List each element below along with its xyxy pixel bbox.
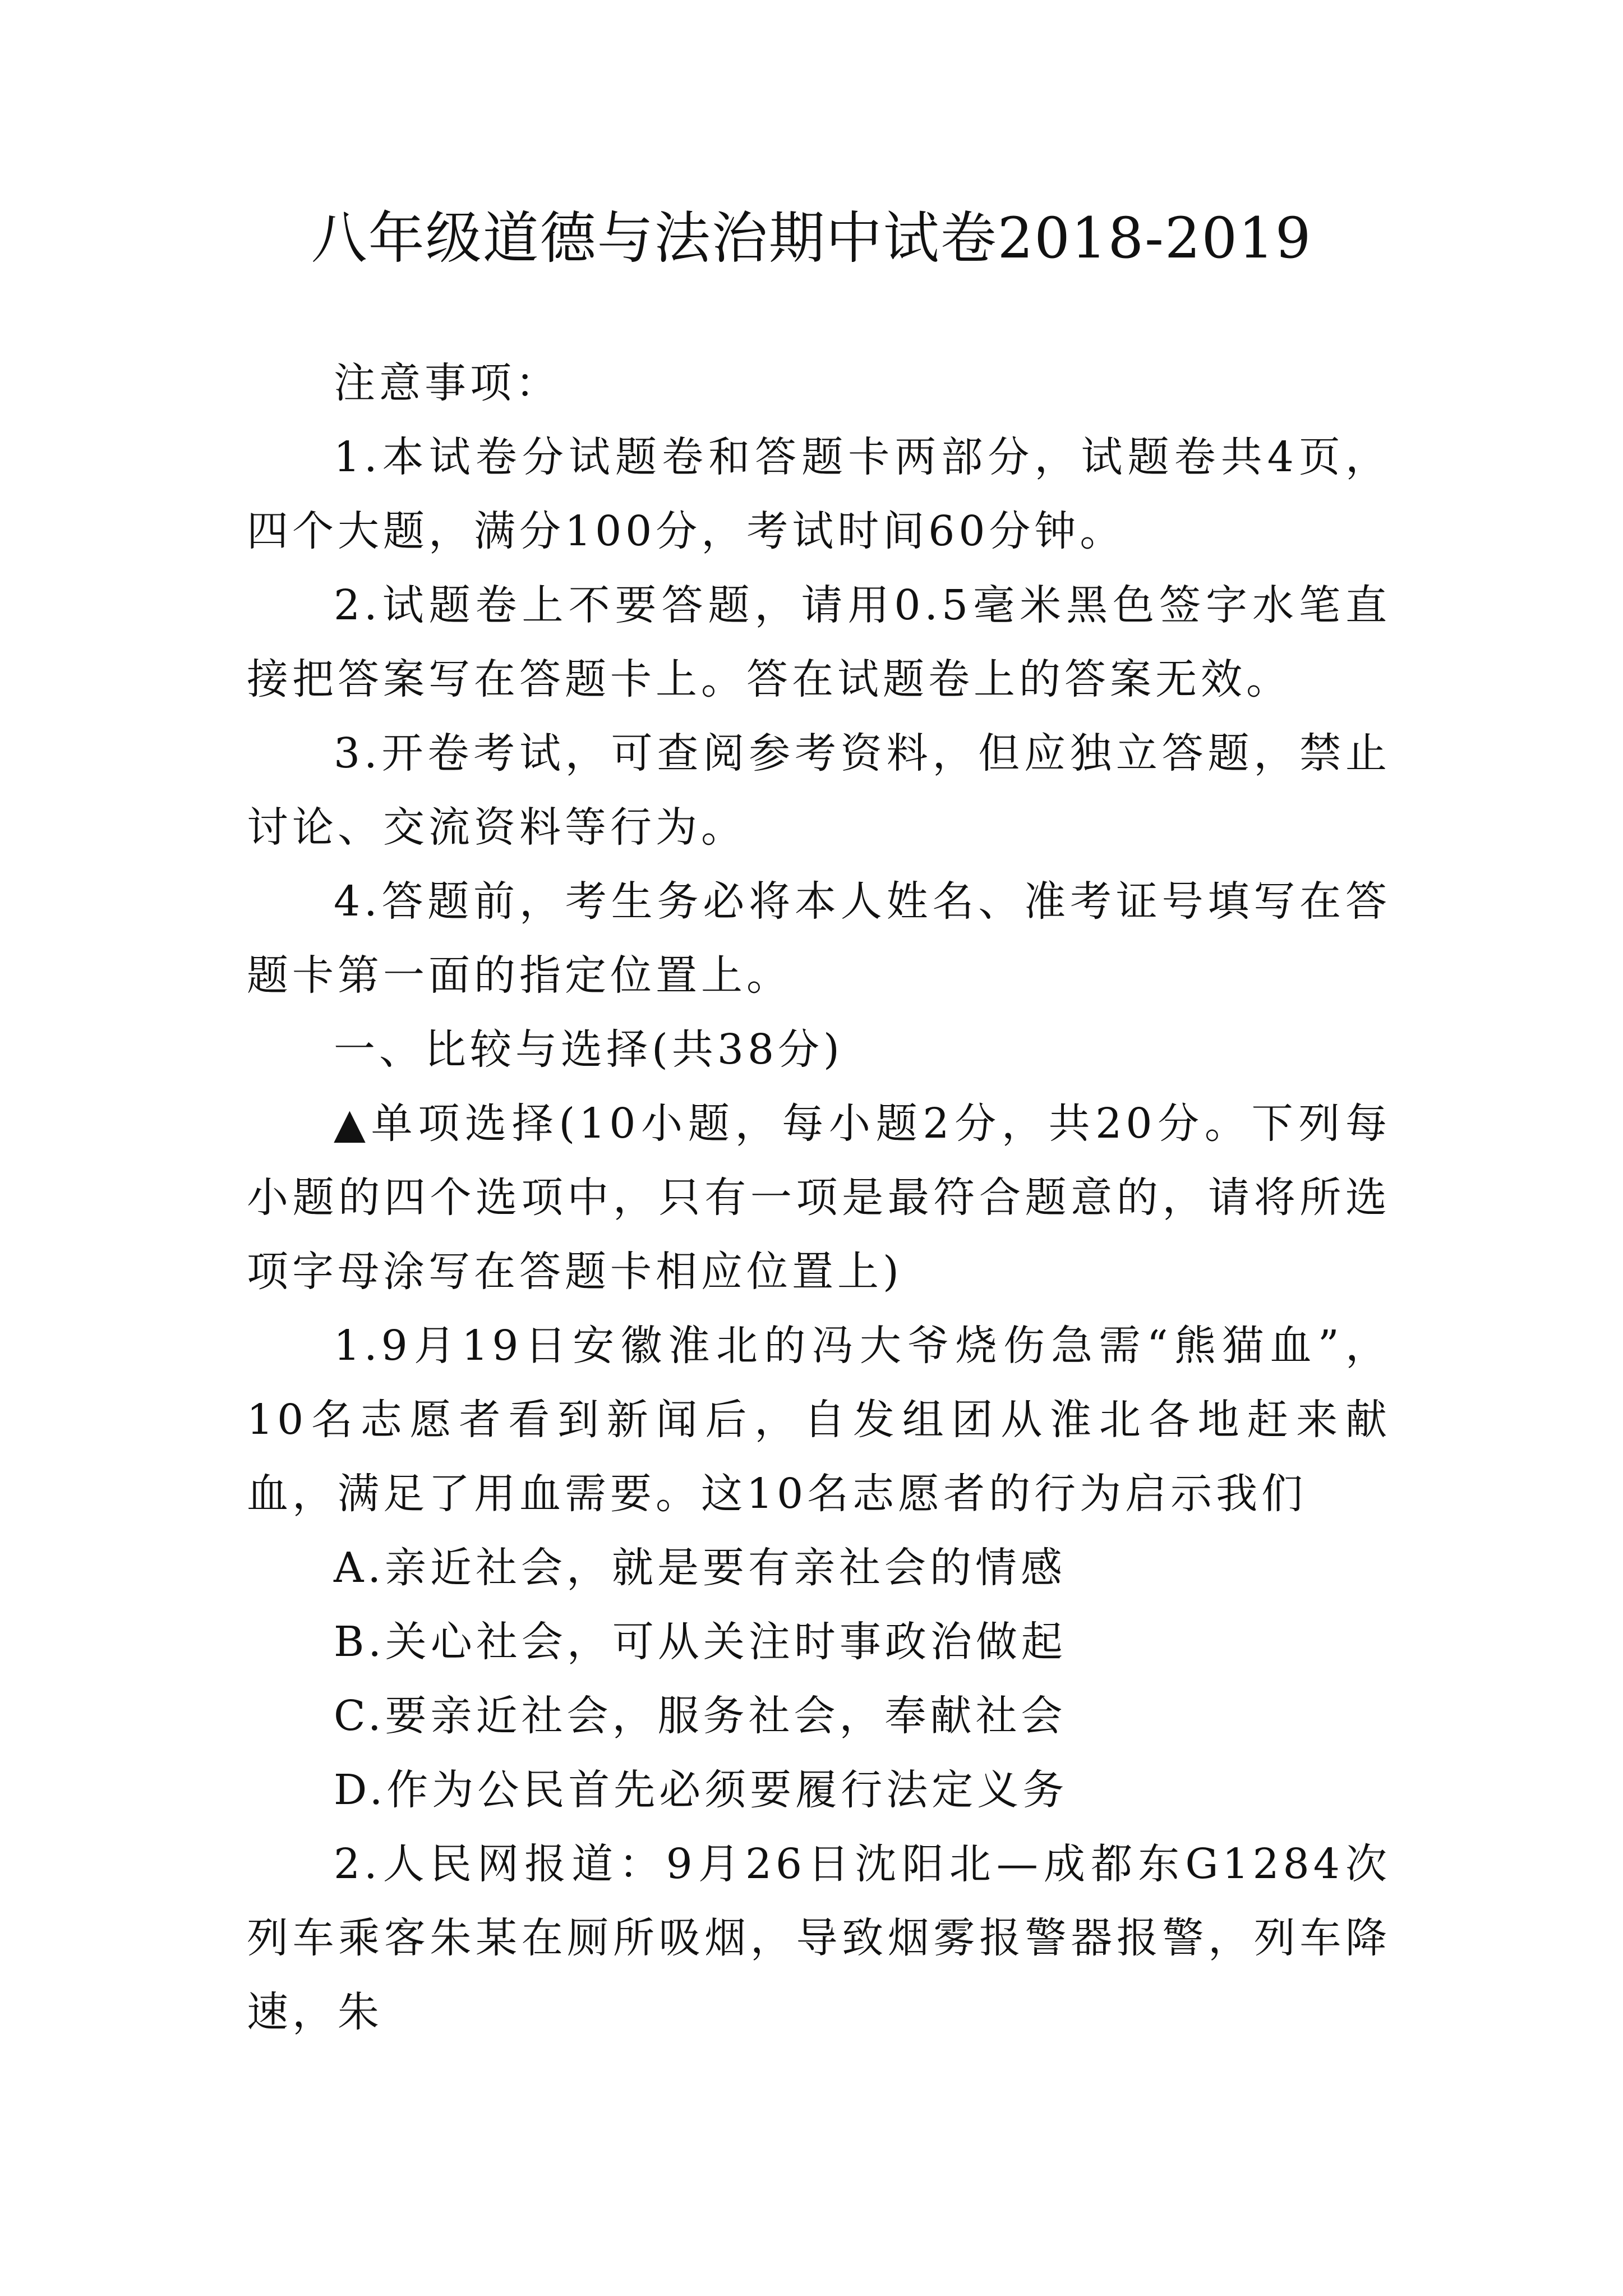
document-page <box>247 0 1391 2296</box>
document-title: 八年级道德与法治期中试卷2018-2019 <box>311 205 1312 271</box>
notice-item-3: 3.开卷考试，可查阅参考资料，但应独立答题，禁止讨论、交流资料等行为。 <box>247 729 1391 852</box>
notice-item-1: 1.本试卷分试题卷和答题卡两部分，试题卷共4页，四个大题，满分100分，考试时间60分钟。 <box>247 433 1391 555</box>
document-body <box>247 346 1391 2049</box>
question-1-option-d: D.作为公民首先必须要履行法定义务 <box>334 1766 1068 1814</box>
question-1-option-a: A.亲近社会，就是要有亲社会的情感 <box>334 1544 1066 1592</box>
question-2: 2.人民网报道：9月26日沈阳北—成都东G1284次列车乘客朱某在厕所吸烟，导致烟雾报警器报警，列车降速，朱 <box>247 1840 1391 2036</box>
section-heading: 一、比较与选择(共38分) <box>334 1025 843 1074</box>
notice-item-2: 2.试题卷上不要答题，请用0.5毫米黑色签字水笔直接把答案写在答题卡上。答在试题卷上的答案无效。 <box>247 581 1391 703</box>
question-1: 1.9月19日安徽淮北的冯大爷烧伤急需“熊猫血”，10名志愿者看到新闻后，自发组团从淮北各地赶来献血，满足了用血需要。这10名志愿者的行为启示我们 <box>247 1322 1391 1518</box>
section-instructions: ▲单项选择(10小题，每小题2分，共20分。下列每小题的四个选项中，只有一项是最符合题意的，请将所选项字母涂写在答题卡相应位置上) <box>247 1099 1391 1296</box>
notice-item-4: 4.答题前，考生务必将本人姓名、准考证号填写在答题卡第一面的指定位置上。 <box>247 877 1391 1000</box>
question-1-option-c: C.要亲近社会，服务社会，奉献社会 <box>334 1692 1067 1740</box>
question-1-option-b: B.关心社会，可从关注时事政治做起 <box>334 1618 1067 1666</box>
notice-heading: 注意事项： <box>334 359 561 407</box>
